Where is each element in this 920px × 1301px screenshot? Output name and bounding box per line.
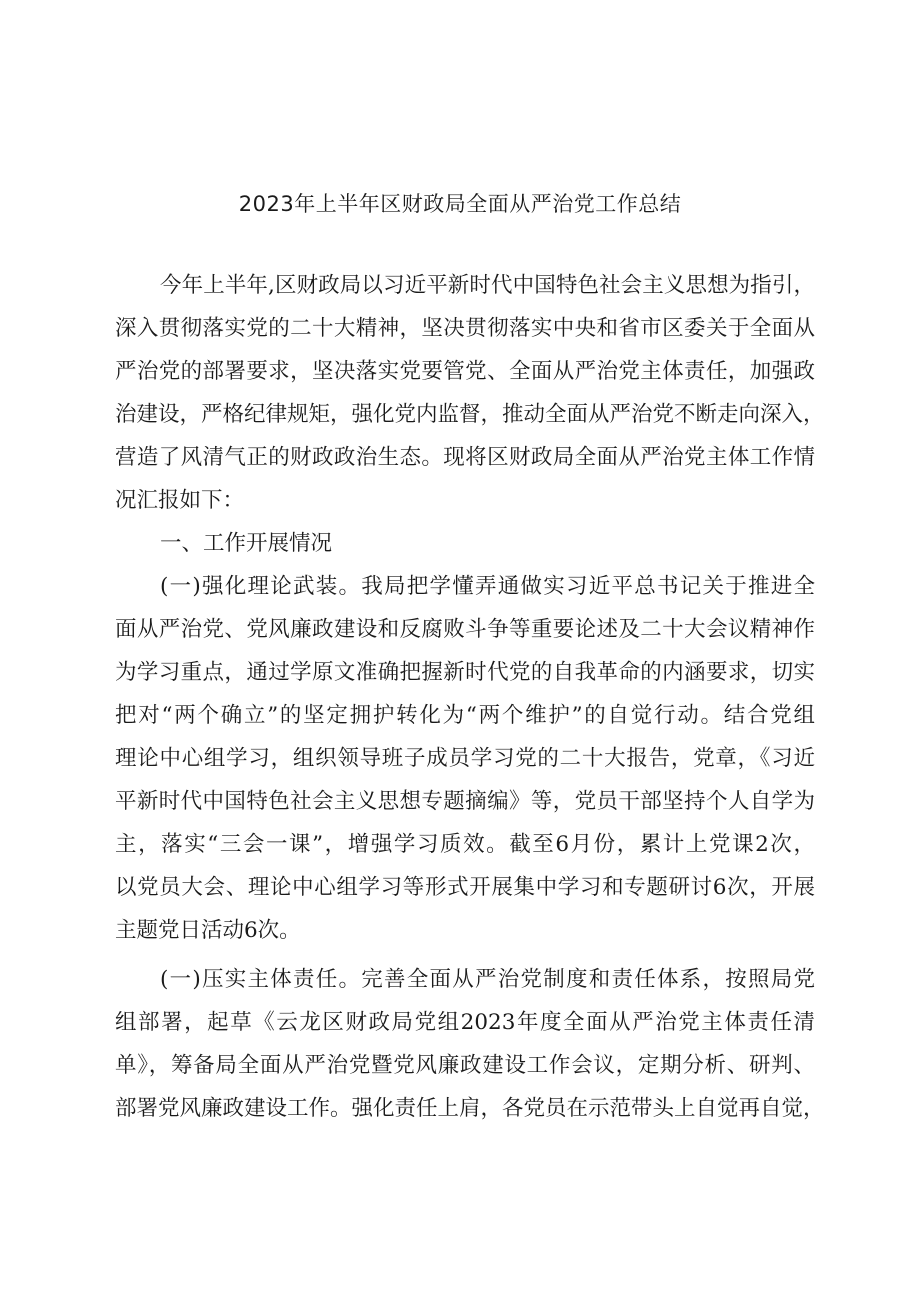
text-line: 况汇报如下：	[115, 488, 245, 513]
text-line: (一)压实主体责任。完善全面从严治党制度和责任体系，按照局党	[160, 967, 815, 992]
text-line: 面从严治党、党风廉政建设和反腐败斗争等重要论述及二十大会议精神作	[115, 617, 815, 642]
text-line: 平新时代中国特色社会主义思想专题摘编》等，党员干部坚持个人自学为	[115, 789, 815, 814]
text-line: 单》，筹备局全面从严治党暨党风廉政建设工作会议，定期分析、研判、	[115, 1053, 815, 1078]
text-line: 部署党风廉政建设工作。强化责任上肩，各党员在示范带头上自觉再自觉，	[115, 1096, 825, 1121]
text-line: 主题党日活动6次。	[115, 918, 301, 943]
text-line: (一)强化理论武装。我局把学懂弄通做实习近平总书记关于推进全	[160, 574, 815, 599]
paragraph-theory	[115, 565, 815, 952]
text-line: 把对“两个确立”的坚定拥护转化为“两个维护”的自觉行动。结合党组	[115, 703, 815, 728]
text-line: 主，落实“三会一课”，增强学习质效。截至6月份，累计上党课2次，	[115, 832, 815, 857]
text-line: 今年上半年,区财政局以习近平新时代中国特色社会主义思想为指引，	[160, 273, 815, 298]
document-body	[115, 264, 825, 1130]
section-heading	[115, 522, 815, 565]
text-line: 严治党的部署要求，坚决落实党要管党、全面从严治党主体责任，加强政	[115, 359, 815, 384]
text-line: 治建设，严格纪律规矩，强化党内监督，推动全面从严治党不断走向深入，	[115, 402, 825, 427]
text-line: 理论中心组学习，组织领导班子成员学习党的二十大报告，党章，《习近	[115, 746, 815, 771]
text-line: 深入贯彻落实党的二十大精神，坚决贯彻落实中央和省市区委关于全面从	[115, 316, 815, 341]
document-title: 2023年上半年区财政局全面从严治党工作总结	[238, 192, 682, 216]
text-line: 一、工作开展情况	[160, 531, 333, 556]
text-line: 以党员大会、理论中心组学习等形式开展集中学习和专题研讨6次，开展	[115, 875, 815, 900]
text-line: 营造了风清气正的财政政治生态。现将区财政局全面从严治党主体工作情	[115, 445, 815, 470]
paragraph-responsibility	[115, 958, 825, 1130]
text-line: 为学习重点，通过学原文准确把握新时代党的自我革命的内涵要求，切实	[115, 660, 815, 685]
text-line: 组部署，起草《云龙区财政局党组2023年度全面从严治党主体责任清	[115, 1010, 815, 1035]
paragraph-intro	[115, 264, 825, 522]
